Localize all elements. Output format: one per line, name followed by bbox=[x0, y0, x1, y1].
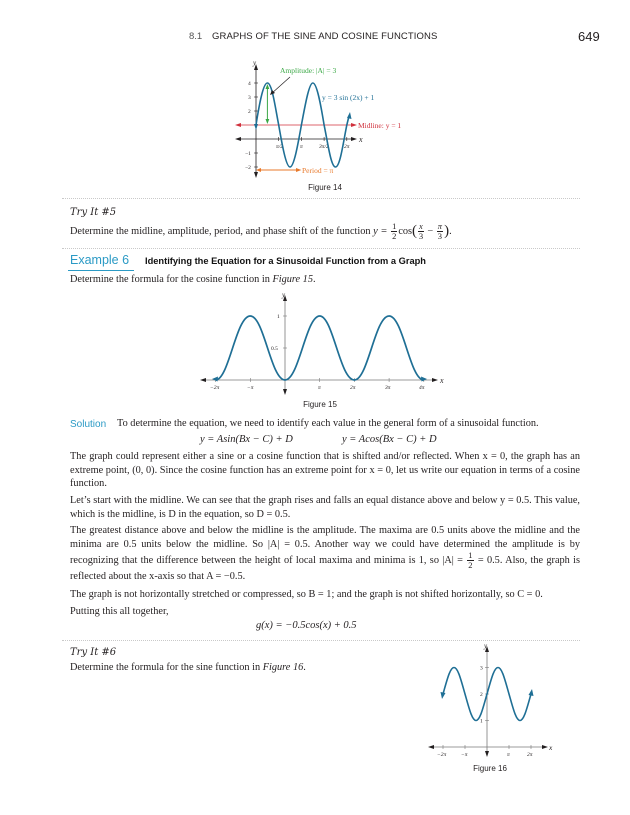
example-6-prompt: Determine the formula for the cosine function in Figure 15. bbox=[70, 274, 316, 285]
svg-text:−2π: −2π bbox=[210, 385, 220, 391]
solution-label: Solution bbox=[70, 419, 107, 430]
svg-text:1: 1 bbox=[277, 314, 280, 320]
svg-text:2π: 2π bbox=[350, 385, 356, 391]
midline-label: Midline: y = 1 bbox=[358, 121, 402, 130]
period-label: Period = π bbox=[302, 166, 334, 175]
svg-text:2: 2 bbox=[480, 692, 483, 698]
divider bbox=[62, 198, 580, 199]
svg-text:−2: −2 bbox=[245, 165, 251, 171]
general-sine-equation: y = Asin(Bx − C) + D bbox=[200, 434, 293, 445]
svg-text:π/2: π/2 bbox=[276, 144, 284, 150]
svg-text:−1: −1 bbox=[245, 151, 251, 157]
figure-15-graph bbox=[195, 288, 455, 398]
try-it-6-label: Try It #6 bbox=[70, 647, 117, 658]
svg-text:y: y bbox=[484, 642, 488, 650]
svg-text:3π: 3π bbox=[385, 385, 391, 391]
amplitude-label: Amplitude: |A| = 3 bbox=[280, 66, 337, 75]
svg-text:4: 4 bbox=[248, 81, 251, 87]
svg-text:y: y bbox=[282, 291, 286, 299]
try-it-5-label: Try It #5 bbox=[70, 207, 117, 218]
svg-text:π: π bbox=[300, 144, 303, 150]
function-label: y = 3 sin (2x) + 1 bbox=[322, 93, 375, 102]
svg-text:3: 3 bbox=[248, 95, 251, 101]
example-6-label: Example 6 bbox=[70, 253, 130, 267]
svg-text:π: π bbox=[507, 752, 510, 758]
svg-text:x: x bbox=[440, 376, 444, 385]
svg-text:−π: −π bbox=[461, 752, 468, 758]
try-it-5-text: Determine the midline, amplitude, period, and phase shift of the function y = $\frac{1}{2}$ cos( $\frac{x}{3}$ − $\frac{\pi}{3}$ ). bbox=[70, 221, 452, 241]
figure-14 bbox=[225, 58, 425, 192]
svg-text:3: 3 bbox=[480, 665, 483, 672]
y-axis-label: y bbox=[253, 59, 257, 67]
figure-16-caption: Figure 16 bbox=[473, 764, 507, 773]
svg-text:−2π: −2π bbox=[437, 752, 447, 758]
solution-paragraph-3: The greatest distance above and below the midline is the amplitude. The maxima are 0.5 units above the midline and the minima are 0.5 units below the midline. So |A| = 0.5. Another way we could have determined the amplitude is by recognizing that the difference between the height of local maxima and minima is 1, so |A| = $\frac{1}{2}$ = 0.5. Also, the graph is reflected about the x-axis so that A = −0.5. bbox=[70, 525, 580, 582]
svg-text:4π: 4π bbox=[419, 385, 425, 391]
solution-paragraph-2: Let’s start with the midline. We can see that the graph rises and falls an equal distance above and below y = 0.5. This value, which is the midline, is D in the equation, so D = 0.5. bbox=[70, 495, 580, 520]
general-cosine-equation: y = Acos(Bx − C) + D bbox=[342, 434, 437, 445]
solution-paragraph-5: Putting this all together, bbox=[70, 606, 169, 617]
svg-text:π: π bbox=[318, 385, 321, 391]
svg-text:x: x bbox=[549, 743, 553, 752]
section-title: GRAPHS OF THE SINE AND COSINE FUNCTIONS bbox=[212, 31, 438, 42]
solution-paragraph-4: The graph is not horizontally stretched or compressed, so B = 1; and the graph is not shifted horizontally, so C = 0. bbox=[70, 589, 543, 600]
running-header bbox=[0, 30, 630, 46]
x-axis-label: x bbox=[359, 135, 363, 144]
svg-text:2π: 2π bbox=[344, 144, 350, 150]
example-underline bbox=[68, 270, 134, 271]
example-6-title: Identifying the Equation for a Sinusoidal Function from a Graph bbox=[145, 256, 426, 266]
svg-text:2: 2 bbox=[248, 109, 251, 115]
divider bbox=[62, 248, 580, 249]
final-equation: g(x) = −0.5cos(x) + 0.5 bbox=[256, 620, 357, 631]
figure-14-caption: Figure 14 bbox=[308, 183, 342, 192]
figure-15 bbox=[195, 288, 455, 413]
svg-text:−π: −π bbox=[247, 385, 254, 391]
figure-15-caption: Figure 15 bbox=[303, 400, 337, 409]
solution-intro: To determine the equation, we need to identify each value in the general form of a sinusoidal function. bbox=[117, 418, 539, 429]
section-number: 8.1 bbox=[189, 31, 203, 42]
svg-text:1: 1 bbox=[480, 718, 483, 725]
svg-text:2π: 2π bbox=[527, 752, 533, 758]
svg-text:3π/2: 3π/2 bbox=[319, 144, 329, 150]
figure-16 bbox=[425, 640, 565, 780]
try-it-6-text: Determine the formula for the sine function in Figure 16. bbox=[70, 662, 306, 673]
page-number: 649 bbox=[578, 29, 600, 44]
figure-14-graph bbox=[225, 58, 425, 183]
figure-16-graph bbox=[425, 640, 565, 760]
solution-paragraph-1: The graph could represent either a sine or a cosine function that is shifted and/or reflected. When x = 0, the graph has an extreme point, (0, 0). Since the cosine function has an extreme point for x = 0, let us write our equation in terms of a cosine function. bbox=[70, 451, 580, 489]
svg-text:0.5: 0.5 bbox=[271, 346, 278, 352]
